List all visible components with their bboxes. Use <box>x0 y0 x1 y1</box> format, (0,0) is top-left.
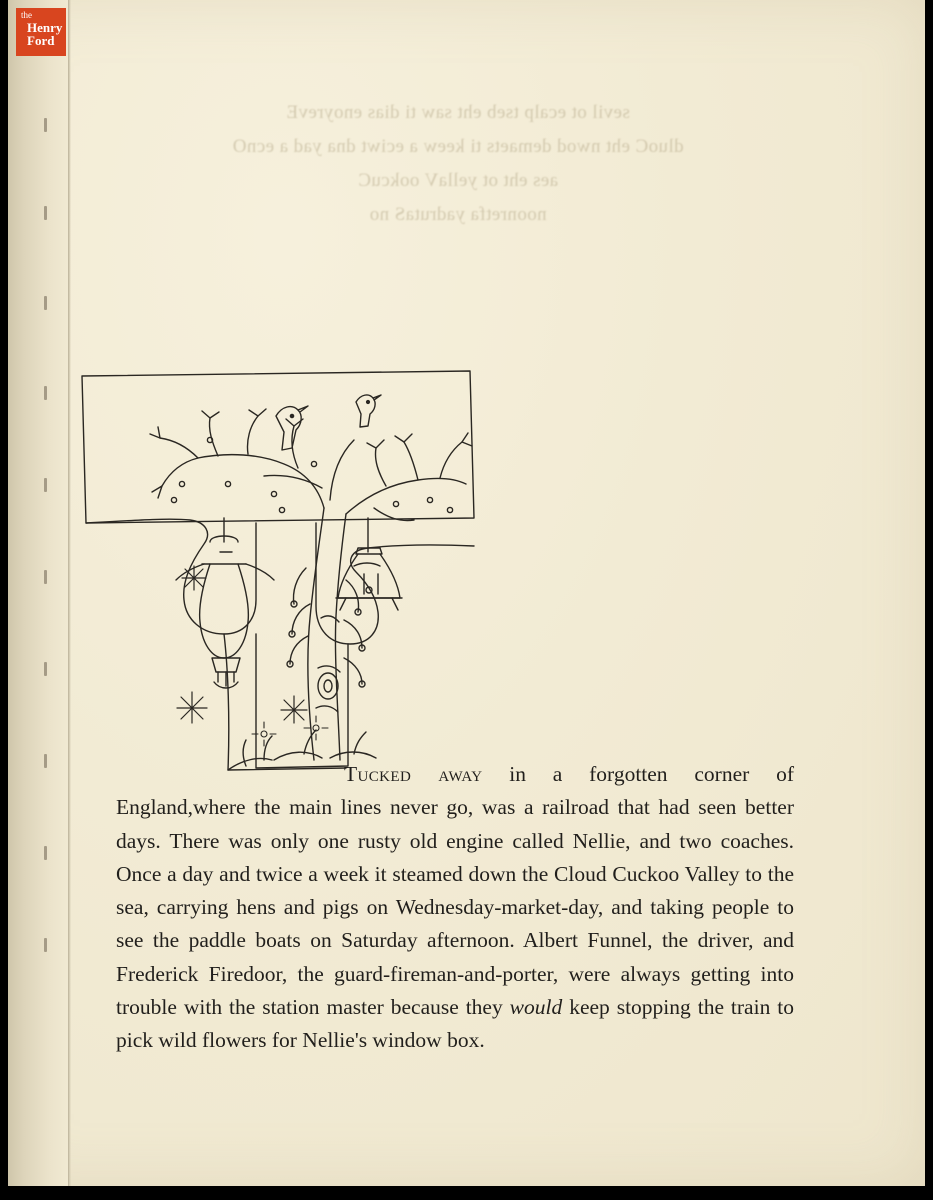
bleed-line: sevil ot ecalp tseb eht saw ti dias enoyrevE <box>286 102 630 123</box>
binding-stitch <box>44 478 47 492</box>
binding-stitch <box>44 938 47 952</box>
logo-line-the: the <box>21 10 32 20</box>
binding-stitch <box>44 662 47 676</box>
binding-stitch <box>44 118 47 132</box>
binding-stitch <box>44 570 47 584</box>
italic-word: would <box>509 995 563 1020</box>
binding-stitch <box>44 846 47 860</box>
paragraph-text <box>116 758 794 1058</box>
bleed-line: noonretfa yadrutaS no <box>369 204 547 225</box>
bleed-through-text <box>118 96 798 232</box>
logo-line-henry: Henry <box>27 20 63 36</box>
the-henry-ford-logo <box>16 8 66 56</box>
paragraph-body: where the main lines never go, was a railroad that had seen better days. There was only one rusty old engine called Nellie, and two coaches. Once a day and twice a week it steamed down the Cloud Cuckoo Valley to the sea, carrying hens and pigs on Wednesday-market-day, and taking people to see the paddle boats on Saturday afternoon. Albert Funnel, the driver, and Frederick Firedoor, the guard-fireman-and-porter, were always getting into trouble with the station master because they <box>116 795 794 1020</box>
first-line-rest: in a forgotten corner of England, <box>116 762 794 820</box>
binding-stitch <box>44 296 47 310</box>
book-page <box>8 0 925 1186</box>
binding-stitch <box>44 754 47 768</box>
opening-small-caps: Tucked away <box>344 762 483 786</box>
binding-gutter <box>8 0 70 1186</box>
body-paragraph <box>116 758 794 1058</box>
binding-stitch <box>44 206 47 220</box>
logo-line-ford: Ford <box>27 33 55 49</box>
binding-stitch <box>44 386 47 400</box>
letter-t-illustration-svg <box>78 368 484 780</box>
gutter-shadow <box>68 0 71 1186</box>
bleed-line: aes eht ot yellaV ookcuC <box>357 170 559 191</box>
illuminated-letter-t <box>78 368 484 780</box>
bleed-line: dluoC eht nwod demaets ti keew a eciwt dna yad a ecnO <box>232 136 684 157</box>
paragraph-tail: keep stopping the train to pick wild flowers for Nellie's window box. <box>116 995 794 1053</box>
